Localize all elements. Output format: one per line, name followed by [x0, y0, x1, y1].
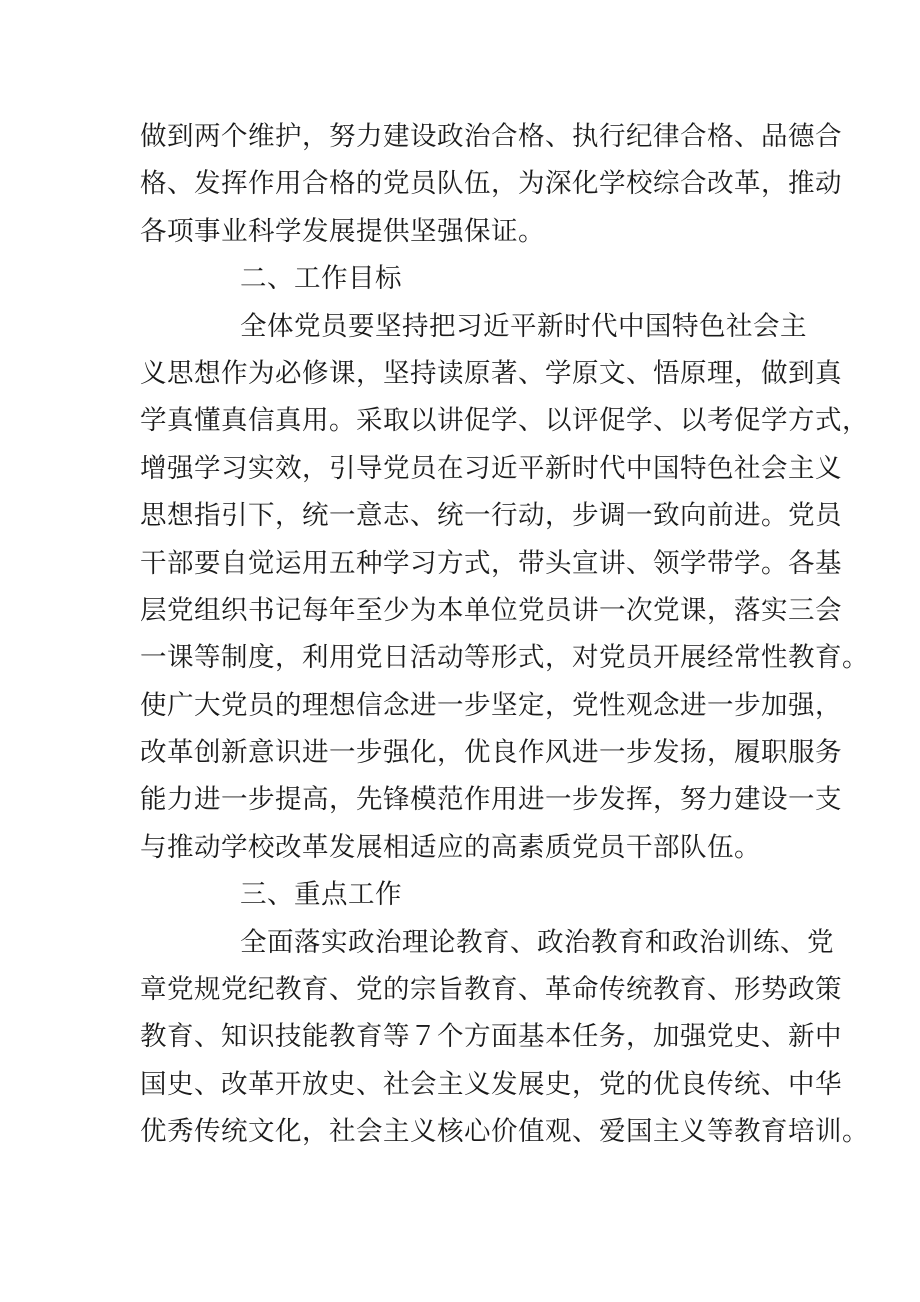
text-line: 优秀传统文化，社会主义核心价值观、爱国主义等教育培训。	[140, 1116, 869, 1148]
paragraph-3	[140, 919, 869, 1156]
text-line: 义思想作为必修课，坚持读原著、学原文、悟原理，做到真	[140, 357, 842, 389]
text-line: 学真懂真信真用。采取以讲促学、以评促学、以考促学方式，	[140, 405, 869, 437]
text-line: 增强学习实效，引导党员在习近平新时代中国特色社会主义	[140, 452, 842, 484]
paragraph-1	[140, 113, 842, 255]
text-line: 格、发挥作用合格的党员队伍，为深化学校综合改革，推动	[140, 168, 842, 200]
document-body	[140, 113, 869, 1156]
text-line: 思想指引下，统一意志、统一行动，步调一致向前进。党员	[140, 500, 842, 532]
text-line: 与推动学校改革发展相适应的高素质党员干部队伍。	[140, 831, 761, 863]
text-line: 使广大党员的理想信念进一步坚定，党性观念进一步加强，	[140, 689, 842, 721]
text-line: 各项事业科学发展提供坚强保证。	[140, 215, 545, 247]
text-line: 一课等制度，利用党日活动等形式，对党员开展经常性教育。	[140, 642, 869, 674]
text-line: 干部要自觉运用五种学习方式，带头宣讲、领学带学。各基	[140, 547, 842, 579]
text-line: 改革创新意识进一步强化，优良作风进一步发扬，履职服务	[140, 737, 842, 769]
text-line: 全体党员要坚持把习近平新时代中国特色社会主	[240, 310, 807, 342]
text-line: 全面落实政治理论教育、政治教育和政治训练、党	[240, 926, 834, 958]
text-line: 国史、改革开放史、社会主义发展史，党的优良传统、中华	[140, 1068, 842, 1100]
text-line: 做到两个维护，努力建设政治合格、执行纪律合格、品德合	[140, 121, 842, 152]
paragraph-2	[140, 303, 869, 872]
text-line: 教育、知识技能教育等７个方面基本任务，加强党史、新中	[140, 1021, 842, 1053]
section-heading-key-work: 三、重点工作	[240, 879, 402, 911]
text-line: 层党组织书记每年至少为本单位党员讲一次党课，落实三会	[140, 594, 842, 626]
text-line: 章党规党纪教育、党的宗旨教育、革命传统教育、形势政策	[140, 974, 842, 1006]
section-heading-work-goals: 二、工作目标	[240, 263, 402, 295]
text-line: 能力进一步提高，先锋模范作用进一步发挥，努力建设一支	[140, 784, 842, 816]
